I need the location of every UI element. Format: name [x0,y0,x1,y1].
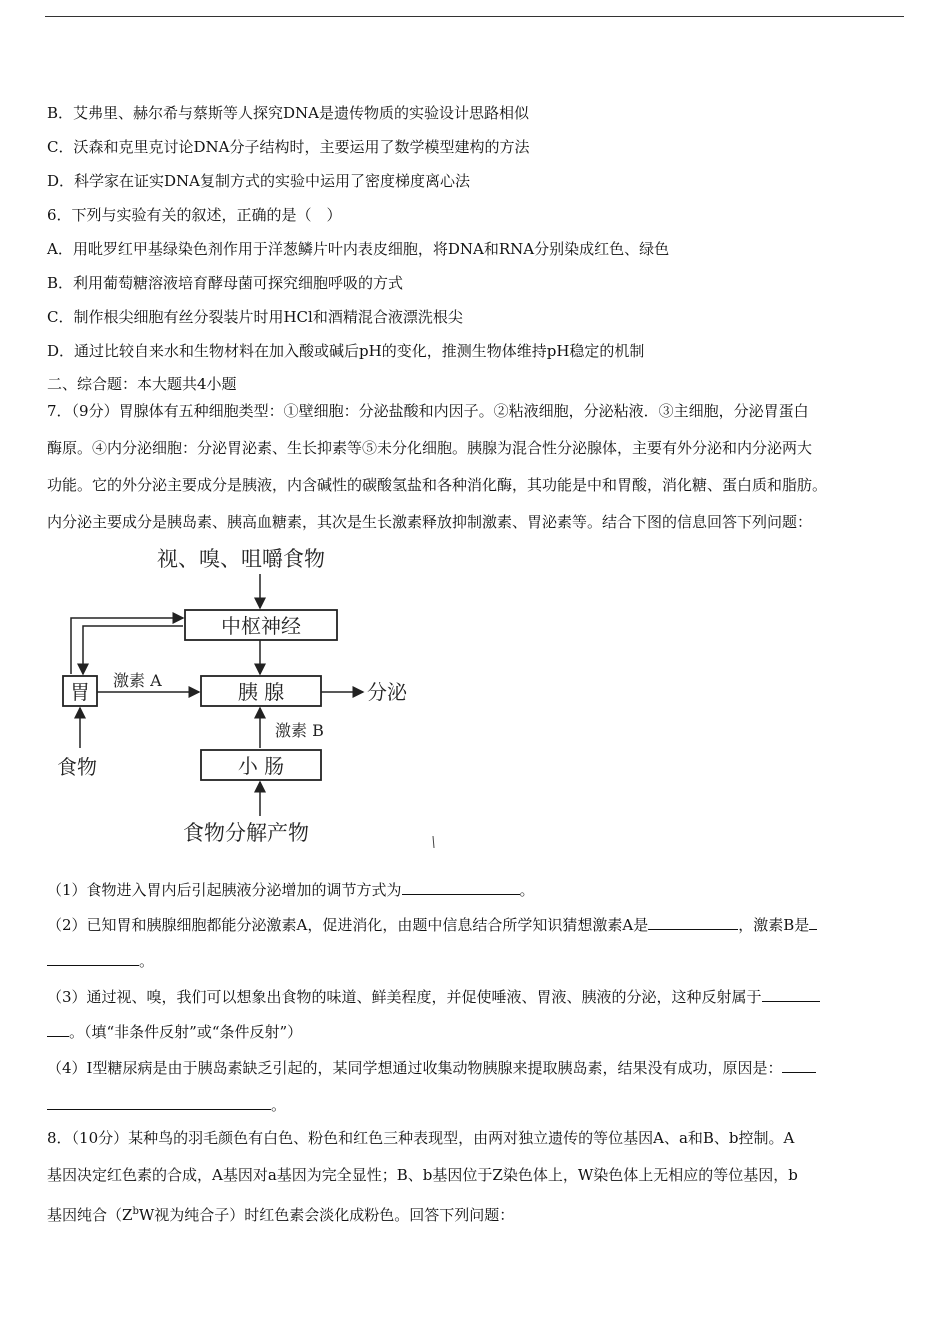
q6-option-b: B．利用葡萄糖溶液培育酵母菌可探究细胞呼吸的方式 [47,274,404,292]
q7-sub-2-text: （2）已知胃和胰腺细胞都能分泌激素A，促进消化，由题中信息结合所学知识猜想激素A是 [47,916,649,934]
pancreas-label: 胰 腺 [237,680,285,704]
stray-mark [433,836,434,848]
q6-option-a: A．用吡罗红甲基绿染色剂作用于洋葱鳞片叶内表皮细胞，将DNA和RNA分别染成红色、绿色 [47,240,670,258]
intestine-label: 小 肠 [237,754,285,778]
q8-line-3 [47,1202,514,1225]
stomach-label: 胃 [70,680,90,704]
hormone-a-label: 激素 A [113,671,162,690]
q7-sub-1-end: 。 [519,881,535,899]
answer-blank-hormone-a[interactable] [648,914,738,930]
answer-blank-reflex[interactable] [47,1021,69,1037]
q8-line-3-pre: 基因纯合（Z [47,1206,133,1224]
arrow-central-to-stomach [83,626,183,674]
q5-option-b: B．艾弗里、赫尔希与蔡斯等人探究DNA是遗传物质的实验设计思路相似 [47,104,530,122]
q7-line-3: 功能。它的外分泌主要成分是胰液，内含碱性的碳酸氢盐和各种消化酶，其功能是中和胃酸，消化糖、蛋白质和脂肪。 [47,476,828,494]
hormone-b-label: 激素 B [275,721,324,740]
q7-sub-3-end: 。（填“非条件反射”或“条件反射”） [69,1023,303,1041]
answer-blank-hormone-b[interactable] [47,950,139,966]
q7-sub-3 [47,986,820,1007]
q6-option-d: D．通过比较自来水和生物材料在加入酸或碱后pH的变化，推测生物体维持pH稳定的机制 [47,342,645,360]
answer-blank-reason[interactable] [47,1094,271,1110]
q7-sub-2-mid: ，激素B是 [738,916,810,934]
q8-line-2: 基因决定红色素的合成，A基因对a基因为完全显性；B、b基因位于Z染色体上，W染色体上无相应的等位基因，b [47,1166,798,1184]
q5-option-c: C．沃森和克里克讨论DNA分子结构时，主要运用了数学模型建构的方法 [47,138,530,156]
q7-line-4: 内分泌主要成分是胰岛素、胰高血糖素，其次是生长激素释放抑制激素、胃泌素等。结合下图的信息回答下列问题： [47,513,813,531]
q7-line-1: 7．（9分）胃腺体有五种细胞类型：①壁细胞：分泌盐酸和内因子。②粘液细胞，分泌粘液．③主细胞，分泌胃蛋白 [47,402,809,420]
secretion-label: 分泌 [367,680,407,704]
q8-superscript-b: b [132,1206,139,1217]
q8-line-3-post: W视为纯合子）时红色素会淡化成粉色。回答下列问题： [138,1206,515,1224]
food-label: 食物 [57,755,97,779]
q7-sub-1-text: （1）食物进入胃内后引起胰液分泌增加的调节方式为 [47,881,402,899]
diagram-bottom-label: 食物分解产物 [183,821,309,845]
q7-sub-4-end: 。 [271,1096,287,1114]
header-rule [45,16,904,17]
q7-line-2: 酶原。④内分泌细胞：分泌胃泌素、生长抑素等⑤未分化细胞。胰腺为混合性分泌腺体，主要有外分泌和内分泌两大 [47,439,813,457]
q6-option-c: C．制作根尖细胞有丝分裂装片时用HCl和酒精混合液漂洗根尖 [47,308,463,326]
q7-sub-2-end: 。 [139,952,155,970]
regulation-diagram [55,540,455,855]
q7-sub-2 [47,914,817,935]
answer-blank-reflex-start[interactable] [762,986,820,1002]
q7-sub-3-text: （3）通过视、嗅，我们可以想象出食物的味道、鲜美程度，并促使唾液、胃液、胰液的分泌，这种反射属于 [47,988,762,1006]
q7-sub-4-text: （4）I型糖尿病是由于胰岛素缺乏引起的，某同学想通过收集动物胰腺来提取胰岛素，结果没有成功，原因是： [47,1059,783,1077]
q7-sub-3-cont [47,1021,302,1042]
answer-blank-reason-start[interactable] [782,1057,816,1073]
central-nerve-label: 中枢神经 [221,614,301,638]
answer-blank-1[interactable] [402,879,520,895]
regulation-diagram-svg [55,540,455,855]
q7-sub-2-cont [47,950,154,971]
q6-stem: 6．下列与实验有关的叙述，正确的是（ ） [47,206,342,224]
diagram-top-label: 视、嗅、咀嚼食物 [157,547,325,571]
answer-blank-hormone-b-start[interactable] [809,914,817,930]
section-2-heading: 二、综合题：本大题共4小题 [47,375,237,393]
q7-sub-4 [47,1057,816,1078]
q7-sub-1 [47,879,535,900]
q7-sub-4-cont [47,1094,286,1115]
q5-option-d: D．科学家在证实DNA复制方式的实验中运用了密度梯度离心法 [47,172,471,190]
q8-line-1: 8．（10分）某种鸟的羽毛颜色有白色、粉色和红色三种表现型，由两对独立遗传的等位基因A、a和B、b控制。A [47,1129,795,1147]
